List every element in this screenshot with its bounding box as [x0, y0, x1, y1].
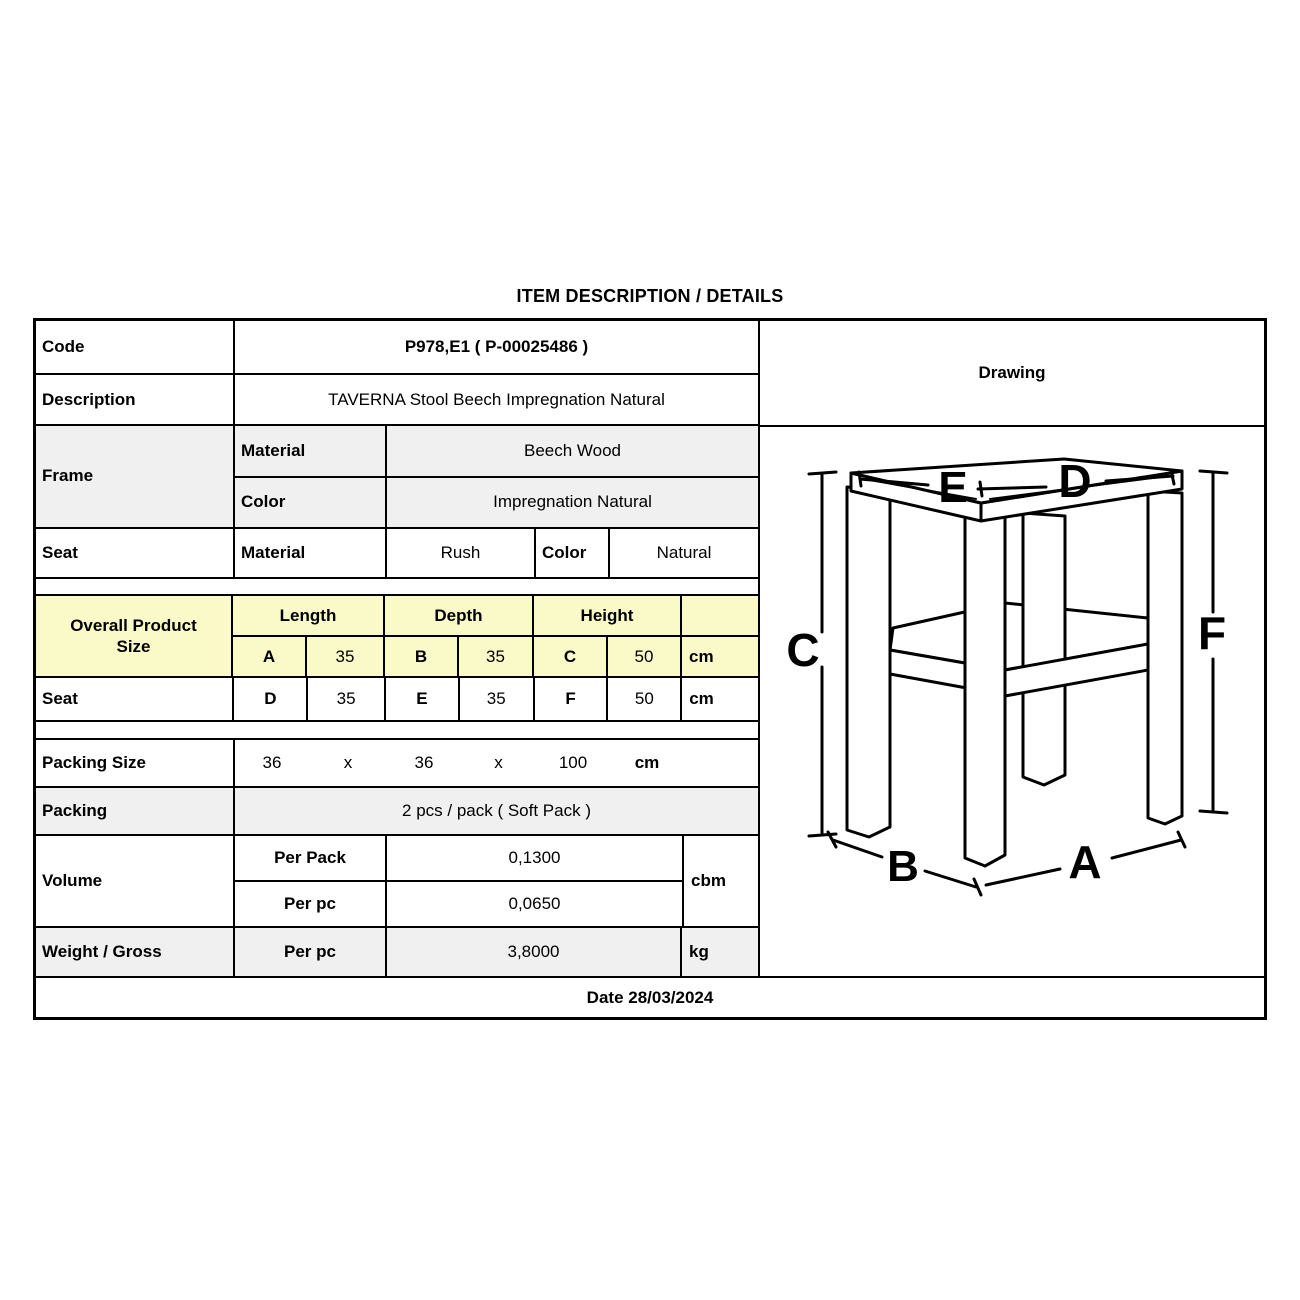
overall-size-label [36, 596, 233, 676]
seat-material-value: Rush [387, 529, 536, 578]
overall-size-values-row [233, 637, 758, 676]
drawing-area [760, 427, 1264, 976]
volume-label: Volume [36, 836, 235, 926]
packing-size-v3: 100 [558, 752, 588, 772]
seat-label: Seat [36, 529, 235, 578]
volume-unit: cbm [682, 836, 758, 926]
length-header: Length [233, 596, 385, 635]
packing-size-label: Packing Size [36, 740, 235, 787]
frame-label: Frame [36, 426, 235, 527]
code-row [36, 321, 758, 375]
frame-color-row [235, 478, 758, 527]
drawing-header: Drawing [760, 321, 1264, 427]
drawing-label-a: A [1068, 836, 1102, 888]
drawing-label-c: C [786, 624, 820, 676]
packing-value: 2 pcs / pack ( Soft Pack ) [402, 800, 591, 820]
overall-size-section [36, 596, 758, 678]
packing-size-x1: x [343, 752, 353, 772]
volume-per-pc-value: 0,0650 [508, 893, 561, 913]
weight-unit: kg [689, 941, 709, 961]
weight-per-pc-label: Per pc [235, 928, 387, 977]
description-label: Description [36, 375, 235, 424]
dim-d-value: 35 [308, 678, 386, 720]
packing-row [36, 788, 758, 836]
packing-size-x2: x [494, 752, 503, 772]
volume-per-pack-value: 0,1300 [508, 847, 561, 867]
dim-f-label: F [535, 678, 609, 720]
page-title: ITEM DESCRIPTION / DETAILS [516, 286, 784, 306]
dim-d-label: D [234, 678, 308, 720]
drawing-label-b: B [887, 842, 919, 891]
drawing-label-f: F [1197, 607, 1227, 659]
size-header-empty [682, 596, 758, 635]
drawing-label-d: D [1058, 455, 1092, 507]
frame-section [36, 426, 758, 529]
dim-c-value: 50 [608, 637, 682, 676]
packing-size-v2: 36 [414, 752, 434, 772]
stool-drawing [760, 427, 1264, 980]
dim-e-value: 35 [460, 678, 535, 720]
stool-back-leg [1023, 513, 1065, 785]
code-label: Code [36, 321, 235, 373]
dim-b-label: B [385, 637, 459, 676]
stool-left-leg [847, 487, 890, 837]
volume-per-pc-label: Per pc [235, 882, 387, 926]
seat-color-value: Natural [656, 543, 712, 563]
frame-color-value: Impregnation Natural [493, 492, 652, 512]
volume-section [36, 836, 758, 928]
drawing-label-e: E [938, 463, 968, 512]
volume-per-pc-row [235, 882, 682, 926]
overall-size-label-line1: Overall Product [70, 616, 197, 636]
weight-row [36, 928, 758, 977]
table-main [36, 321, 1264, 976]
stool-right-leg [1148, 491, 1182, 824]
dim-b-value: 35 [459, 637, 534, 676]
seat-material-label: Material [235, 529, 387, 578]
spacer-row [36, 579, 758, 596]
frame-color-label: Color [235, 478, 387, 527]
date-value: Date 28/03/2024 [586, 987, 714, 1007]
dim-a-label: A [233, 637, 307, 676]
seat-color-label: Color [536, 529, 610, 578]
volume-per-pack-label: Per Pack [235, 836, 387, 880]
frame-material-value: Beech Wood [523, 440, 622, 460]
dim-c-label: C [534, 637, 608, 676]
packing-label: Packing [36, 788, 235, 834]
seat-size-row [36, 678, 758, 722]
item-description-table [33, 318, 1267, 1020]
stool-front-leg [965, 508, 1005, 866]
dim-a-value: 35 [307, 637, 385, 676]
packing-size-unit: cm [634, 752, 660, 772]
overall-size-label-line2: Size [116, 637, 151, 657]
date-row [36, 976, 1264, 1017]
description-row [36, 375, 758, 426]
dim-f-value: 50 [608, 678, 682, 720]
description-value: TAVERNA Stool Beech Impregnation Natural [328, 389, 665, 409]
weight-value: 3,8000 [387, 928, 682, 977]
height-header: Height [534, 596, 682, 635]
spec-columns [36, 321, 760, 976]
seat-size-label: Seat [36, 678, 234, 720]
size-header-row [233, 596, 758, 637]
packing-size-v1: 36 [262, 752, 282, 772]
depth-header: Depth [385, 596, 534, 635]
frame-material-label: Material [235, 426, 387, 476]
volume-per-pack-row [235, 836, 682, 882]
drawing-column [760, 321, 1264, 976]
packing-size-row [36, 740, 758, 789]
overall-size-unit: cm [689, 646, 714, 666]
seat-size-unit: cm [689, 689, 714, 709]
weight-label: Weight / Gross [36, 928, 235, 977]
spacer-row [36, 722, 758, 740]
packing-size-empty [684, 740, 758, 787]
code-value: P978,E1 ( P-00025486 ) [404, 337, 589, 357]
dim-e-label: E [386, 678, 460, 720]
frame-material-row [235, 426, 758, 478]
seat-row [36, 529, 758, 580]
